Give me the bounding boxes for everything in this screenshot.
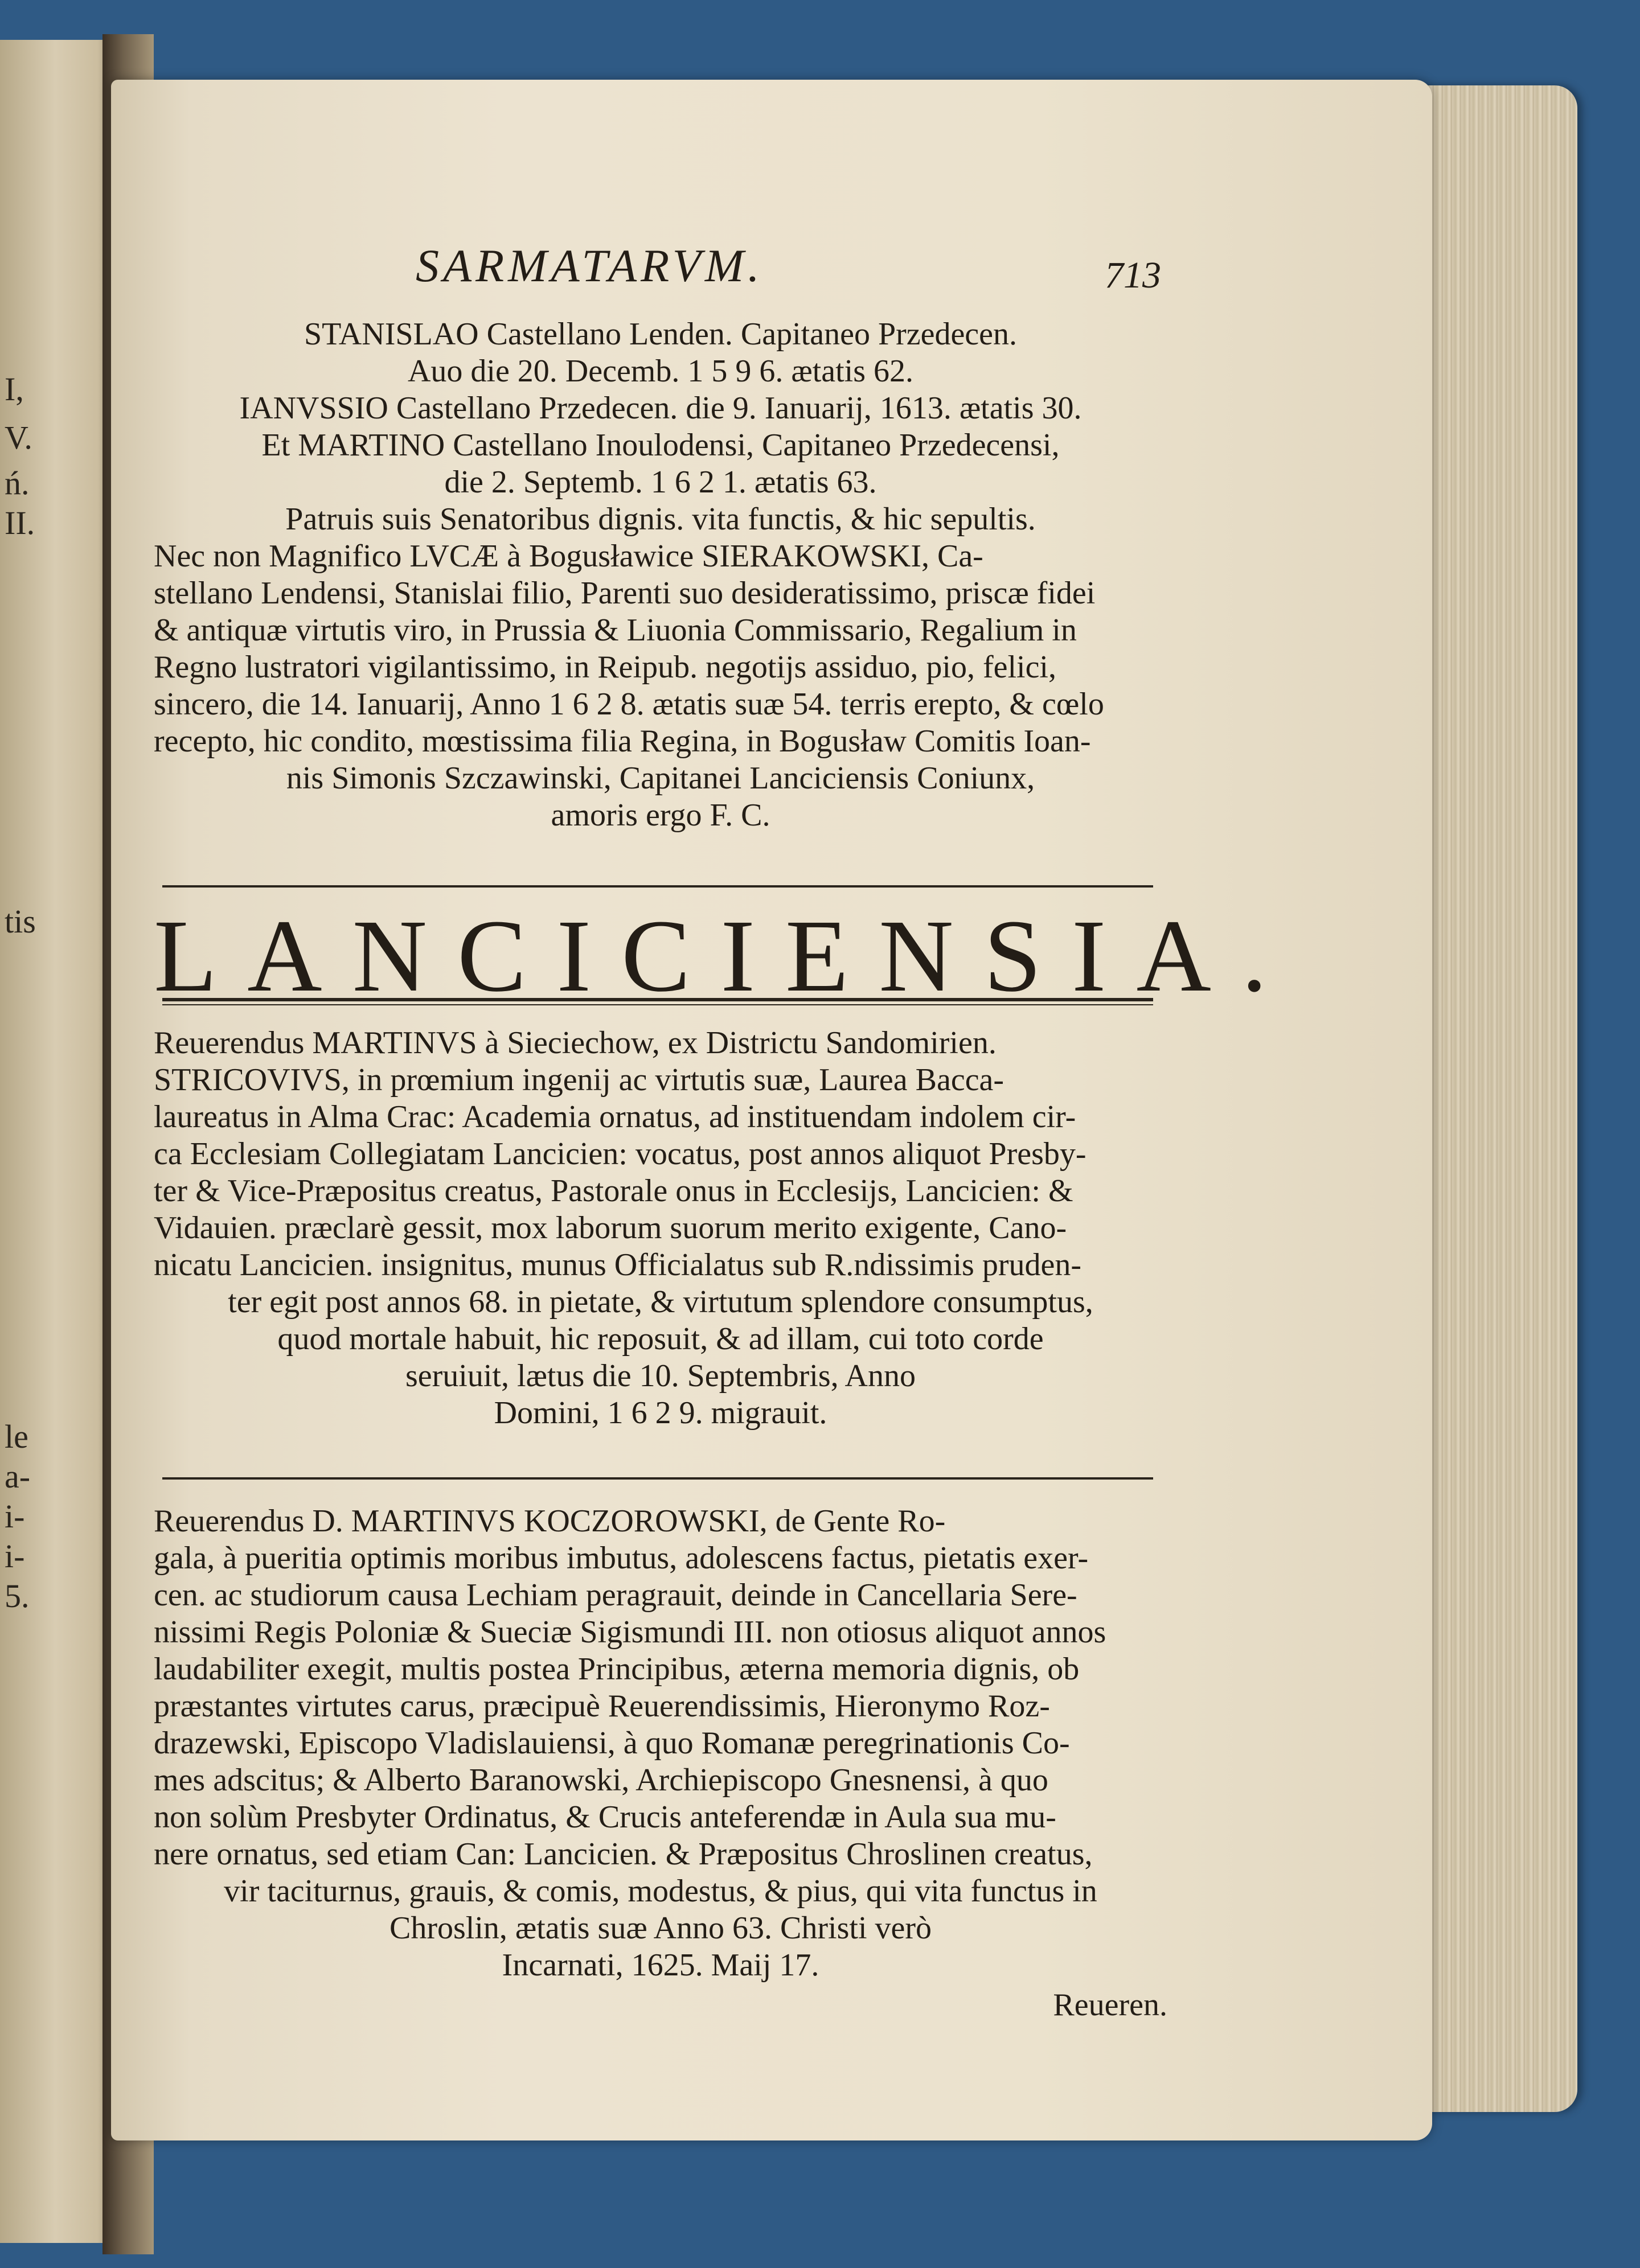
text-line: ter & Vice-Præpositus creatus, Pastorale onus in Ecclesijs, Lancicien: & — [154, 1173, 1073, 1209]
margin-fragment: a- — [5, 1458, 31, 1495]
margin-fragment: I, — [5, 371, 24, 408]
margin-fragment: tis — [5, 903, 36, 940]
section-divider-rule — [162, 1477, 1153, 1480]
text-line: recepto, hic condito, mœstissima filia Regina, in Bogusław Comitis Ioan- — [154, 724, 1091, 759]
text-line: Patruis suis Senatoribus dignis. vita functis, & hic sepultis. — [285, 502, 1036, 537]
page-edges — [1407, 85, 1577, 2112]
margin-fragment: II. — [5, 504, 35, 541]
text-line: quod mortale habuit, hic reposuit, & ad illam, cui toto corde — [277, 1321, 1044, 1357]
text-line: stellano Lendensi, Stanislai filio, Parenti suo desideratissimo, priscæ fidei — [154, 576, 1096, 611]
catchword: Reueren. — [1053, 1987, 1167, 2023]
margin-fragment: ń. — [5, 465, 30, 502]
text-line: vir taciturnus, grauis, & comis, modestus, & pius, qui vita functus in — [224, 1873, 1097, 1909]
text-line: ter egit post annos 68. in pietate, & virtutum splendore consumptus, — [228, 1284, 1093, 1320]
text-line: & antiquæ virtutis viro, in Prussia & Liuonia Commissario, Regalium in — [154, 613, 1077, 648]
rule-below-title-thin — [162, 1004, 1153, 1005]
text-line: non solùm Presbyter Ordinatus, & Crucis anteferendæ in Aula sua mu- — [154, 1799, 1056, 1835]
text-line: Regno lustratori vigilantissimo, in Reipub. negotijs assiduo, pio, felici, — [154, 650, 1056, 685]
text-line: præstantes virtutes carus, præcipuè Reuerendissimis, Hieronymo Roz- — [154, 1688, 1050, 1724]
text-line: Reuerendus MARTINVS à Sieciechow, ex Districtu Sandomirien. — [154, 1025, 997, 1061]
text-line: amoris ergo F. C. — [551, 798, 770, 833]
text-line: laudabiliter exegit, multis postea Principibus, æterna memoria dignis, ob — [154, 1651, 1080, 1687]
text-line: die 2. Septemb. 1 6 2 1. ætatis 63. — [444, 465, 877, 500]
text-line: gala, à pueritia optimis moribus imbutus, adolescens factus, pietatis exer- — [154, 1540, 1089, 1576]
page-number: 713 — [1105, 254, 1161, 296]
section-title: LANCICIENSIA. — [154, 899, 1298, 1013]
text-line: Domini, 1 6 2 9. migrauit. — [494, 1395, 827, 1431]
text-line: nere ornatus, sed etiam Can: Lancicien. & Præpositus Chroslinen creatus, — [154, 1836, 1093, 1872]
text-line: ca Ecclesiam Collegiatam Lancicien: vocatus, post annos aliquot Presby- — [154, 1136, 1086, 1172]
text-line: Vidauien. præclarè gessit, mox laborum suorum merito exigente, Cano- — [154, 1210, 1067, 1246]
text-line: Reuerendus D. MARTINVS KOCZOROWSKI, de Gente Ro- — [154, 1503, 946, 1539]
text-line: cen. ac studiorum causa Lechiam peragrauit, deinde in Cancellaria Sere- — [154, 1577, 1077, 1613]
text-line: laureatus in Alma Crac: Academia ornatus, ad instituendam indolem cir- — [154, 1099, 1076, 1135]
epitaph-koczorowski — [154, 1503, 1167, 1984]
rule-below-title — [162, 998, 1153, 1001]
margin-fragment: le — [5, 1418, 28, 1455]
margin-fragment: 5. — [5, 1577, 30, 1614]
rule-above-title — [162, 885, 1153, 888]
text-line: Incarnati, 1625. Maij 17. — [502, 1947, 819, 1983]
text-line: drazewski, Episcopo Vladislauiensi, à quo Romanæ peregrinationis Co- — [154, 1725, 1070, 1761]
text-line: Et MARTINO Castellano Inoulodensi, Capitaneo Przedecensi, — [261, 428, 1060, 463]
text-line: Nec non Magnifico LVCÆ à Bogusławice SIERAKOWSKI, Ca- — [154, 539, 983, 574]
text-line: nis Simonis Szczawinski, Capitanei Lanciciensis Coniunx, — [286, 761, 1035, 796]
text-line: Chroslin, ætatis suæ Anno 63. Christi verò — [389, 1910, 932, 1946]
text-line: mes adscitus; & Alberto Baranowski, Archiepiscopo Gnesnensi, à quo — [154, 1762, 1048, 1798]
page-header — [416, 239, 1213, 307]
margin-fragment: V. — [5, 419, 32, 456]
text-line: IANVSSIO Castellano Przedecen. die 9. Ianuarij, 1613. ætatis 30. — [239, 391, 1082, 426]
text-line: seruiuit, lætus die 10. Septembris, Anno — [405, 1358, 916, 1394]
text-line: nissimi Regis Poloniæ & Sueciæ Sigismundi III. non otiosus aliquot annos — [154, 1614, 1106, 1650]
text-line: STRICOVIVS, in prœmium ingenij ac virtutis suæ, Laurea Bacca- — [154, 1062, 1004, 1098]
epitaph-stricovius — [154, 1025, 1167, 1432]
text-line: Auo die 20. Decemb. 1 5 9 6. ætatis 62. — [407, 354, 914, 389]
epitaph-sierakowski — [154, 316, 1167, 834]
text-line: sincero, die 14. Ianuarij, Anno 1 6 2 8. ætatis suæ 54. terris erepto, & cœlo — [154, 687, 1104, 722]
text-line: STANISLAO Castellano Lenden. Capitaneo Przedecen. — [304, 317, 1018, 352]
running-head: SARMATARVM. — [416, 240, 764, 291]
margin-fragment: i- — [5, 1538, 25, 1575]
margin-fragment: i- — [5, 1498, 25, 1535]
text-line: nicatu Lancicien. insignitus, munus Officialatus sub R.ndissimis pruden- — [154, 1247, 1081, 1283]
